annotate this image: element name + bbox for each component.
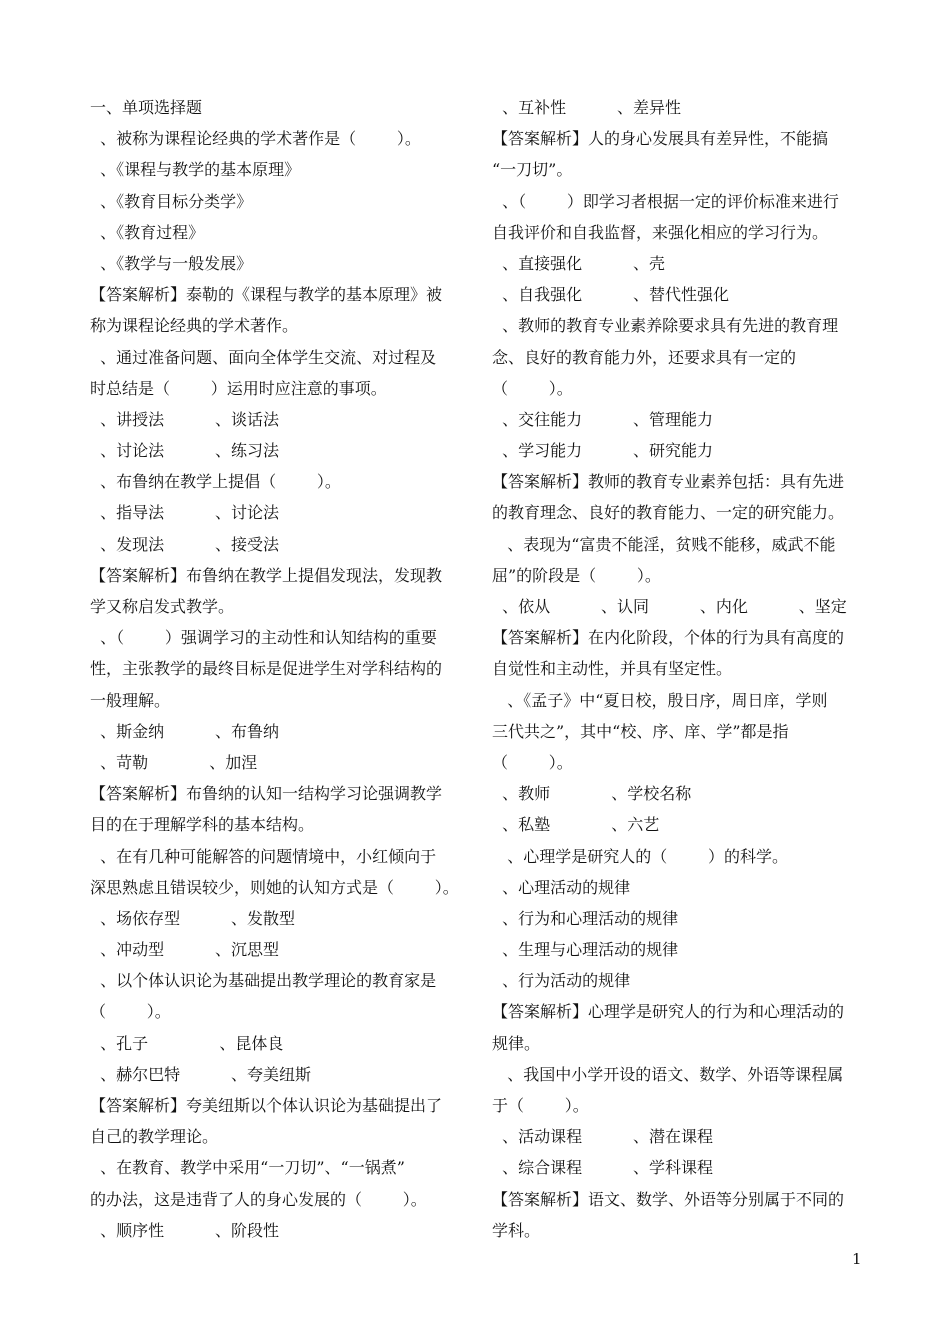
text-line: 、冲动型 、沉思型 [90, 940, 280, 960]
text-line: 、互补性 、差异性 [492, 98, 682, 117]
text-line: 【答案解析】布鲁纳的认知一结构学习论强调教学 [90, 784, 443, 804]
text-line: 【答案解析】语文、数学、外语等分别属于不同的 [492, 1189, 845, 1209]
text-line: 、行为活动的规律 [492, 971, 631, 991]
text-line: 、表现为“富贵不能淫，贫贱不能移，威武不能 [492, 534, 836, 554]
text-line: 、场依存型 、发散型 [90, 908, 296, 928]
text-line: 、交往能力 、管理能力 [492, 409, 714, 429]
text-line: 、孔子 、昆体良 [90, 1033, 284, 1053]
text-line: 【答案解析】教师的教育专业素养包括：具有先进 [492, 472, 845, 492]
text-line: 、布鲁纳在教学上提倡（ ）。 [90, 472, 341, 492]
text-line: 、心理活动的规律 [492, 877, 631, 897]
text-line: 、通过准备问题、面向全体学生交流、对过程及 [90, 347, 437, 367]
text-line: 、讨论法 、练习法 [90, 441, 280, 461]
left-column [90, 92, 472, 1246]
text-line: 目的在于理解学科的基本结构。 [90, 815, 315, 835]
text-line: 【答案解析】夸美纽斯以个体认识论为基础提出了 [90, 1096, 443, 1115]
text-line: 、心理学是研究人的（ ）的科学。 [492, 846, 788, 866]
text-line: 、学习能力 、研究能力 [492, 441, 714, 461]
text-line: 【答案解析】在内化阶段，个体的行为具有高度的 [492, 628, 845, 648]
text-line: 的办法，这是违背了人的身心发展的（ ）。 [90, 1189, 427, 1209]
text-line: 【答案解析】布鲁纳在教学上提倡发现法，发现教 [90, 565, 443, 585]
text-line: 学又称启发式教学。 [90, 597, 235, 616]
text-line: 、《教学与一般发展》 [90, 253, 253, 273]
text-line: 、教师的教育专业素养除要求具有先进的教育理 [492, 316, 839, 336]
text-line: 、赫尔巴特 、夸美纽斯 [90, 1064, 312, 1084]
text-line: 、《教育过程》 [90, 222, 205, 242]
text-line: 、发现法 、接受法 [90, 534, 280, 554]
text-line: 的教育理念、良好的教育能力、一定的研究能力。 [492, 503, 845, 523]
text-line: 、苛勒 、加涅 [90, 752, 258, 772]
text-line: 屈”的阶段是（ ）。 [492, 565, 661, 585]
text-line: 、在教育、教学中采用“一刀切”、“一锅煮” [90, 1158, 405, 1178]
text-line: 自觉性和主动性，并具有坚定性。 [492, 659, 733, 679]
text-line: 、以个体认识论为基础提出教学理论的教育家是 [90, 971, 437, 991]
text-line: 、在有几种可能解答的问题情境中，小红倾向于 [90, 846, 437, 866]
text-line: 、活动课程 、潜在课程 [492, 1127, 714, 1147]
text-line: 、斯金纳 、布鲁纳 [90, 721, 280, 741]
text-line: 一、单项选择题 [90, 98, 203, 117]
text-line: 自我评价和自我监督，来强化相应的学习行为。 [492, 222, 829, 242]
text-line: 一般理解。 [90, 690, 171, 710]
text-line: 、综合课程 、学科课程 [492, 1158, 714, 1178]
text-line: 、指导法 、讨论法 [90, 503, 280, 523]
text-line: 、直接强化 、壳 [492, 253, 666, 273]
text-line: 、自我强化 、替代性强化 [492, 285, 730, 305]
text-line: 称为课程论经典的学术著作。 [90, 316, 299, 336]
right-column [492, 92, 874, 1246]
text-line: 、依从 、认同 、内化 、坚定 [492, 597, 847, 616]
text-line: 、我国中小学开设的语文、数学、外语等课程属 [492, 1064, 844, 1084]
text-line: 学科。 [492, 1220, 541, 1240]
text-line: （ ）。 [492, 378, 573, 398]
text-line: （ ）。 [492, 752, 573, 772]
text-line: 、《课程与教学的基本原理》 [90, 160, 301, 180]
text-line: 、教师 、学校名称 [492, 784, 692, 804]
text-line: 、《孟子》中“夏日校，殷日序，周日庠，学则 [492, 690, 828, 710]
text-line: 、行为和心理活动的规律 [492, 908, 679, 928]
text-line: 深思熟虑且错误较少，则她的认知方式是（ ）。 [90, 877, 459, 897]
text-line: 自己的教学理论。 [90, 1127, 219, 1147]
text-line: “一刀切”。 [492, 160, 573, 180]
text-line: 【答案解析】泰勒的《课程与教学的基本原理》被 [90, 285, 443, 305]
text-line: 、《教育目标分类学》 [90, 191, 253, 211]
text-line: 、生理与心理活动的规律 [492, 940, 679, 960]
page-number: 1 [852, 1250, 862, 1268]
text-line: 【答案解析】心理学是研究人的行为和心理活动的 [492, 1002, 845, 1022]
text-line: 、顺序性 、阶段性 [90, 1220, 280, 1240]
text-line: 、（ ）强调学习的主动性和认知结构的重要 [90, 628, 437, 648]
text-line: 性，主张教学的最终目标是促进学生对学科结构的 [90, 659, 443, 679]
text-line: （ ）。 [90, 1002, 171, 1022]
text-line: 念、良好的教育能力外，还要求具有一定的 [492, 347, 797, 367]
text-line: 时总结是（ ）运用时应注意的事项。 [90, 378, 387, 398]
text-line: 三代共之”，其中“校、序、庠、学”都是指 [492, 721, 789, 741]
text-line: 于（ ）。 [492, 1096, 589, 1115]
text-line: 、（ ）即学习者根据一定的评价标准来进行 [492, 191, 839, 211]
text-line: 规律。 [492, 1033, 541, 1053]
text-line: 、被称为课程论经典的学术著作是（ ）。 [90, 129, 421, 149]
text-line: 、私塾 、六艺 [492, 815, 660, 835]
text-line: 、讲授法 、谈话法 [90, 409, 280, 429]
text-line: 【答案解析】人的身心发展具有差异性，不能搞 [492, 129, 829, 149]
